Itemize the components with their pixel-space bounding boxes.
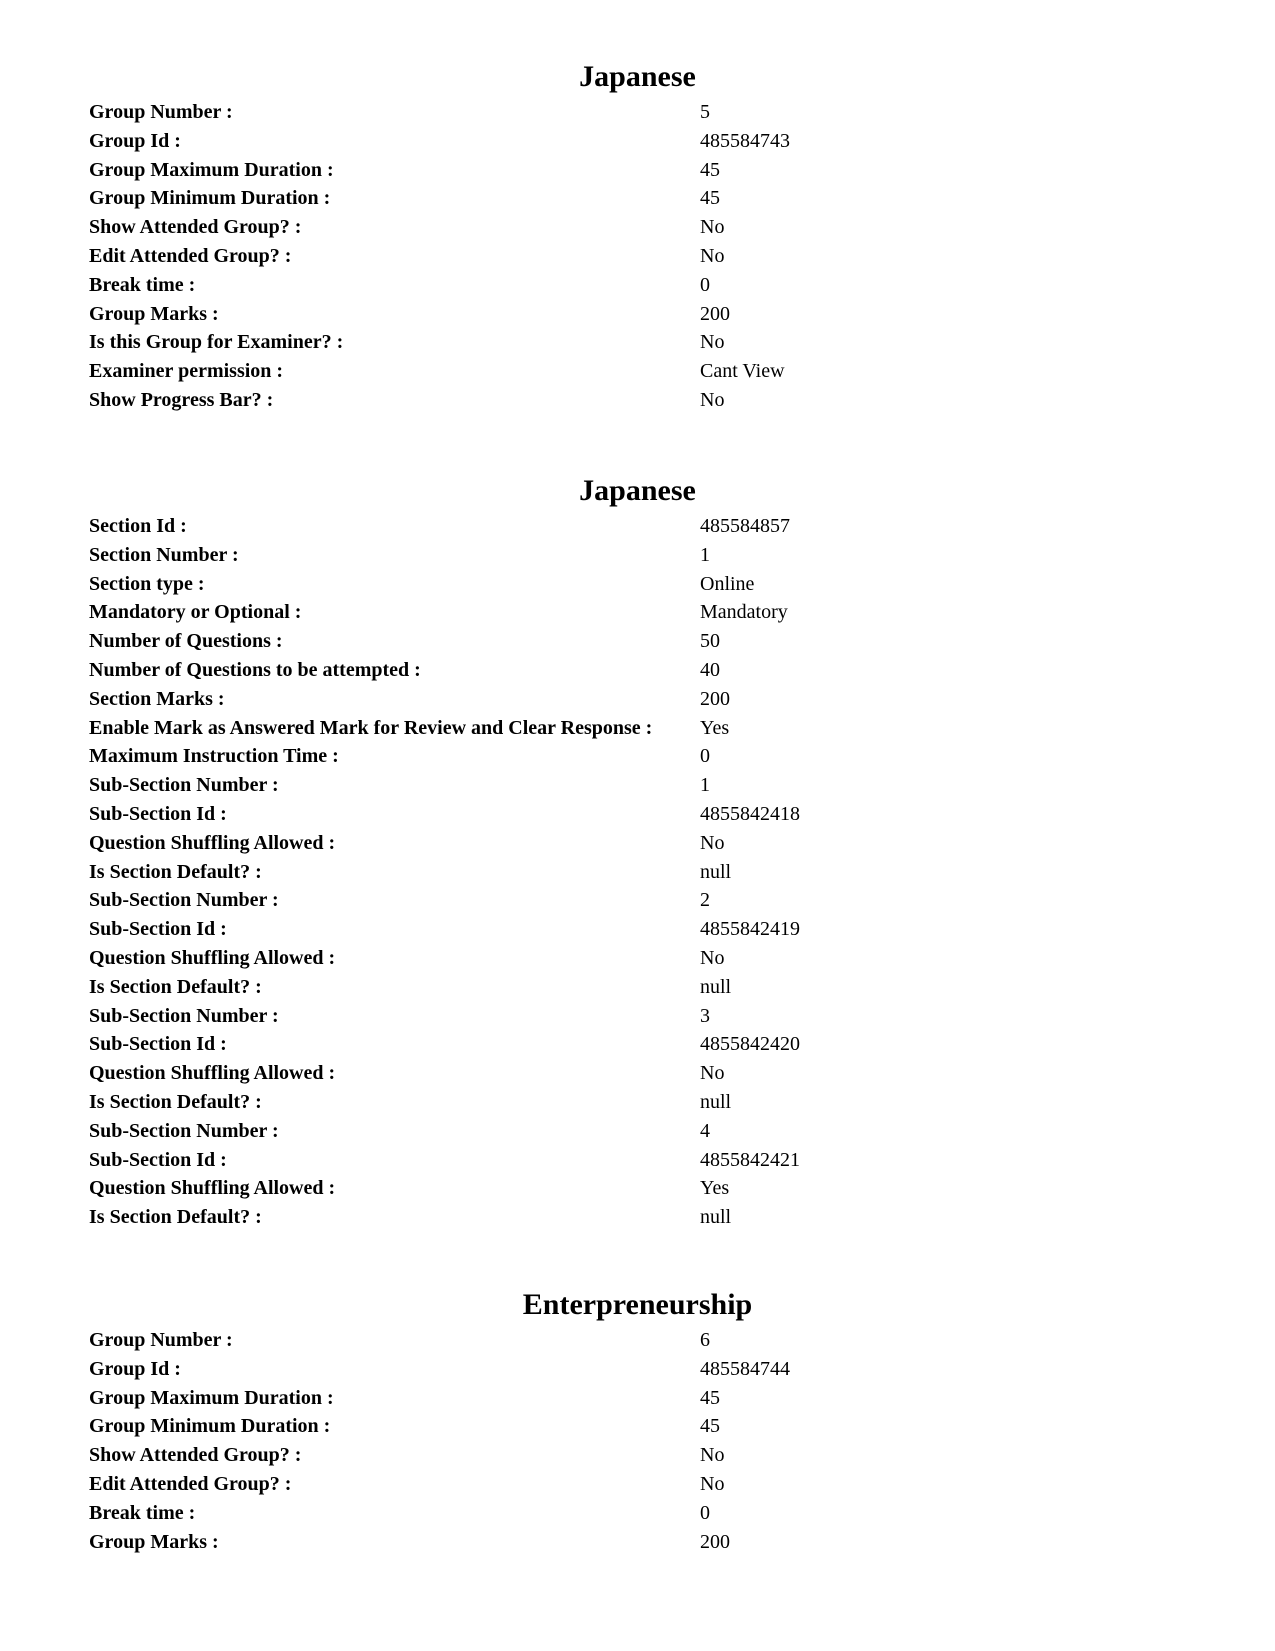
detail-value: 3	[700, 1004, 710, 1027]
detail-row	[0, 386, 1275, 415]
detail-value: 45	[700, 158, 720, 181]
detail-row	[0, 98, 1275, 127]
detail-label: Break time :	[89, 1501, 196, 1524]
detail-label: Sub-Section Id :	[89, 918, 227, 941]
block-title: Japanese	[579, 474, 696, 507]
detail-label: Sub-Section Id :	[89, 1148, 227, 1171]
detail-row	[0, 1002, 1275, 1031]
detail-label: Section Id :	[89, 515, 187, 537]
detail-row	[0, 570, 1275, 599]
detail-value: Yes	[700, 716, 730, 739]
detail-label: Section Number :	[89, 543, 239, 566]
detail-label: Group Id :	[89, 1357, 181, 1380]
detail-row	[0, 1355, 1275, 1384]
detail-value: null	[700, 1090, 732, 1113]
detail-value: No	[700, 831, 725, 854]
detail-row	[0, 1412, 1275, 1441]
detail-value: 4	[700, 1119, 710, 1142]
detail-row	[0, 1174, 1275, 1203]
detail-row	[0, 973, 1275, 1002]
detail-label: Group Number :	[89, 1329, 233, 1351]
detail-row	[0, 714, 1275, 743]
detail-value: 1	[700, 543, 710, 566]
detail-row	[0, 1470, 1275, 1499]
detail-label: Group Id :	[89, 129, 181, 152]
detail-row	[0, 1059, 1275, 1088]
detail-label: Group Minimum Duration :	[89, 187, 331, 210]
detail-label: Number of Questions to be attempted :	[89, 658, 421, 681]
detail-row	[0, 512, 1275, 541]
detail-row	[0, 886, 1275, 915]
detail-label: Show Attended Group? :	[89, 1444, 302, 1467]
detail-label: Examiner permission :	[89, 360, 284, 383]
detail-value: 4855842420	[700, 1033, 800, 1056]
detail-value: Yes	[700, 1177, 730, 1200]
detail-label: Group Maximum Duration :	[89, 1386, 334, 1409]
detail-label: Is Section Default? :	[89, 975, 262, 998]
detail-row	[0, 685, 1275, 714]
detail-value: No	[700, 1444, 725, 1467]
detail-label: Question Shuffling Allowed :	[89, 946, 336, 969]
detail-row	[0, 1384, 1275, 1413]
detail-row	[0, 1203, 1275, 1232]
detail-label: Group Maximum Duration :	[89, 158, 334, 181]
detail-row	[0, 944, 1275, 973]
detail-label: Sub-Section Id :	[89, 1033, 227, 1056]
detail-label: Sub-Section Number :	[89, 1119, 279, 1142]
detail-label: Group Marks :	[89, 302, 219, 325]
detail-value: 485584743	[700, 129, 790, 152]
detail-value: 4855842419	[700, 918, 800, 941]
detail-label: Is Section Default? :	[89, 860, 262, 883]
detail-row	[0, 858, 1275, 887]
detail-row	[0, 598, 1275, 627]
detail-label: Question Shuffling Allowed :	[89, 1062, 336, 1085]
detail-value: 200	[700, 302, 730, 325]
group-details-list	[0, 98, 1275, 415]
detail-value: 200	[700, 1530, 730, 1553]
detail-label: Show Progress Bar? :	[89, 388, 274, 411]
detail-row	[0, 328, 1275, 357]
detail-value: 0	[700, 1501, 710, 1524]
detail-row	[0, 357, 1275, 386]
detail-row	[0, 800, 1275, 829]
detail-value: 4855842418	[700, 802, 800, 825]
detail-value: 50	[700, 630, 720, 653]
detail-row	[0, 1146, 1275, 1175]
detail-value: 45	[700, 1386, 720, 1409]
detail-label: Group Number :	[89, 101, 233, 123]
detail-label: Break time :	[89, 273, 196, 296]
detail-value: Cant View	[700, 360, 785, 383]
section-details-list	[0, 512, 1275, 1232]
detail-value: 485584857	[700, 515, 790, 537]
detail-value: 485584744	[700, 1357, 790, 1380]
detail-value: 200	[700, 687, 730, 710]
detail-value: 5	[700, 101, 710, 123]
detail-row	[0, 742, 1275, 771]
detail-label: Sub-Section Number :	[89, 889, 279, 912]
detail-row	[0, 627, 1275, 656]
detail-value: 0	[700, 273, 710, 296]
detail-value: No	[700, 244, 725, 267]
detail-value: null	[700, 1206, 732, 1229]
detail-label: Sub-Section Number :	[89, 1004, 279, 1027]
detail-row	[0, 1528, 1275, 1557]
detail-row	[0, 1441, 1275, 1470]
detail-label: Group Marks :	[89, 1530, 219, 1553]
block-title: Japanese	[579, 60, 696, 93]
detail-row	[0, 829, 1275, 858]
detail-row	[0, 1117, 1275, 1146]
block-title: Enterpreneurship	[522, 1288, 753, 1321]
detail-value: 2	[700, 889, 710, 912]
detail-label: Is this Group for Examiner? :	[89, 331, 344, 354]
detail-value: 1	[700, 774, 710, 797]
detail-label: Is Section Default? :	[89, 1090, 262, 1113]
detail-value: 6	[700, 1329, 710, 1351]
detail-row	[0, 242, 1275, 271]
detail-label: Maximum Instruction Time :	[89, 745, 339, 768]
detail-row	[0, 127, 1275, 156]
detail-value: No	[700, 331, 725, 354]
detail-row	[0, 156, 1275, 185]
detail-row	[0, 915, 1275, 944]
detail-row	[0, 1088, 1275, 1117]
detail-value: 0	[700, 745, 710, 768]
detail-value: No	[700, 216, 725, 239]
detail-row	[0, 1030, 1275, 1059]
detail-label: Number of Questions :	[89, 630, 283, 653]
detail-value: No	[700, 1062, 725, 1085]
detail-label: Enable Mark as Answered Mark for Review and Clear Response :	[89, 716, 653, 739]
detail-value: 45	[700, 1415, 720, 1438]
detail-row	[0, 1499, 1275, 1528]
detail-label: Is Section Default? :	[89, 1206, 262, 1229]
detail-value: No	[700, 1472, 725, 1495]
detail-label: Question Shuffling Allowed :	[89, 831, 336, 854]
detail-row	[0, 656, 1275, 685]
detail-label: Mandatory or Optional :	[89, 601, 302, 624]
detail-label: Edit Attended Group? :	[89, 1472, 292, 1495]
detail-value: No	[700, 388, 725, 411]
detail-value: null	[700, 860, 732, 883]
detail-label: Section type :	[89, 572, 205, 595]
group-details-list	[0, 1326, 1275, 1556]
detail-value: 40	[700, 658, 720, 681]
detail-label: Sub-Section Id :	[89, 802, 227, 825]
detail-label: Edit Attended Group? :	[89, 244, 292, 267]
detail-label: Sub-Section Number :	[89, 774, 279, 797]
detail-row	[0, 213, 1275, 242]
detail-label: Question Shuffling Allowed :	[89, 1177, 336, 1200]
detail-row	[0, 300, 1275, 329]
detail-value: Online	[700, 572, 755, 595]
detail-value: Mandatory	[700, 601, 788, 624]
detail-value: No	[700, 946, 725, 969]
detail-value: null	[700, 975, 732, 998]
detail-row	[0, 541, 1275, 570]
detail-value: 45	[700, 187, 720, 210]
detail-row	[0, 1326, 1275, 1355]
detail-row	[0, 184, 1275, 213]
detail-label: Group Minimum Duration :	[89, 1415, 331, 1438]
detail-row	[0, 271, 1275, 300]
detail-value: 4855842421	[700, 1148, 800, 1171]
detail-label: Show Attended Group? :	[89, 216, 302, 239]
detail-row	[0, 771, 1275, 800]
detail-label: Section Marks :	[89, 687, 225, 710]
